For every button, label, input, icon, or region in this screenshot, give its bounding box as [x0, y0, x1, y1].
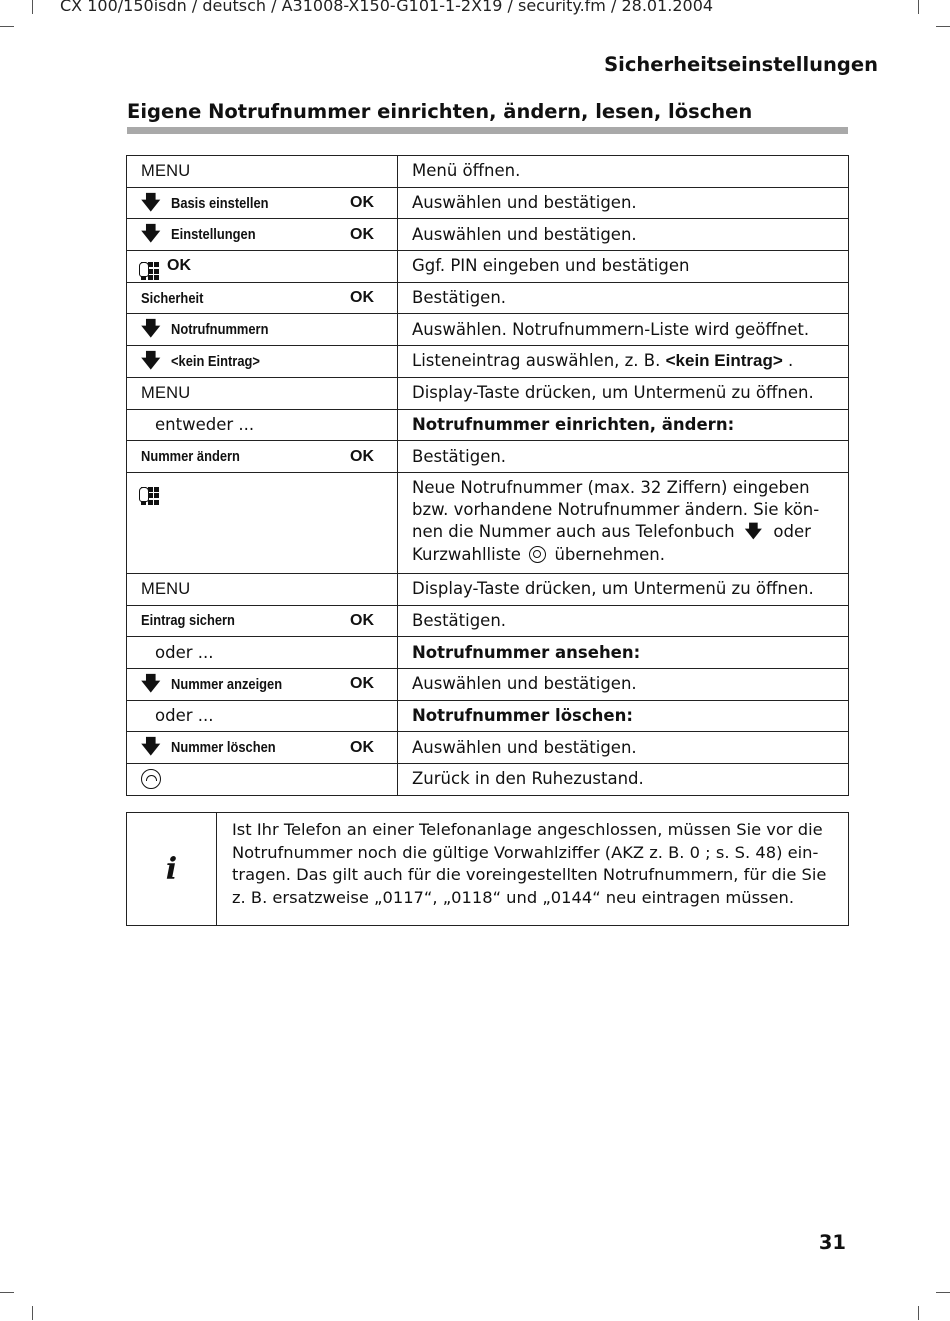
heading-rule	[127, 127, 848, 134]
ok-key-label: OK	[350, 611, 374, 629]
menu-item-label: Einstellungen	[171, 226, 256, 244]
flow-label: oder ...	[155, 643, 214, 663]
menu-item-label: Nummer ändern	[141, 448, 240, 466]
description-text: Listeneintrag auswählen, z. B.	[412, 351, 661, 371]
step-description: Bestätigen.	[398, 441, 849, 473]
step-description: Display-Taste drücken, um Untermenü zu öffnen.	[398, 377, 849, 409]
step-row	[127, 156, 849, 188]
flow-label: entweder ...	[155, 415, 255, 435]
crop-mark	[918, 0, 919, 14]
crop-mark	[918, 1306, 919, 1320]
step-subheading: Notrufnummer ansehen:	[412, 642, 641, 662]
step-description: Display-Taste drücken, um Untermenü zu öffnen.	[398, 573, 849, 605]
step-row	[127, 251, 849, 283]
down-arrow-icon: 🡇	[141, 192, 161, 214]
step-row	[127, 637, 849, 669]
section-title: Sicherheitseinstellungen	[604, 53, 878, 76]
step-description: Auswählen und bestätigen.	[398, 668, 849, 700]
ok-key-label: OK	[167, 257, 191, 275]
info-box	[126, 812, 849, 926]
running-header: CX 100/150isdn / deutsch / A31008-X150-G101-1-2X19 / security.fm / 28.01.2004	[60, 0, 714, 15]
down-arrow-icon: 🡇	[141, 350, 161, 372]
menu-item-label: Nummer löschen	[171, 739, 276, 757]
ok-key-label: OK	[350, 738, 374, 756]
ok-key-label: OK	[350, 289, 374, 307]
step-row	[127, 472, 849, 573]
step-description	[398, 346, 849, 378]
step-row	[127, 409, 849, 441]
step-row	[127, 346, 849, 378]
crop-mark	[0, 26, 14, 27]
menu-item-label: Sicherheit	[141, 289, 204, 307]
crop-mark	[936, 1292, 950, 1293]
step-row	[127, 605, 849, 637]
display-keyword: <kein Eintrag>	[665, 351, 783, 371]
down-arrow-icon: 🡇	[141, 673, 161, 695]
info-icon: i	[165, 851, 178, 887]
step-description: Bestätigen.	[398, 605, 849, 637]
step-row	[127, 732, 849, 764]
step-row	[127, 441, 849, 473]
step-description: Zurück in den Ruhezustand.	[398, 764, 849, 796]
ok-key-label: OK	[350, 194, 374, 212]
step-row	[127, 668, 849, 700]
down-arrow-icon: 🡇	[141, 319, 161, 341]
crop-mark	[32, 1306, 33, 1320]
page-heading: Eigene Notrufnummer einrichten, ändern, lesen, löschen	[127, 100, 753, 123]
menu-item-label: Basis einstellen	[171, 194, 269, 212]
flow-label: oder ...	[155, 706, 214, 726]
menu-item-label: Notrufnummern	[171, 321, 269, 339]
step-row	[127, 219, 849, 251]
step-description: Auswählen und bestätigen.	[398, 732, 849, 764]
step-row	[127, 700, 849, 732]
end-call-key-icon	[141, 769, 161, 789]
down-arrow-icon: 🡇	[141, 737, 161, 759]
step-description: Bestätigen.	[398, 282, 849, 314]
step-row	[127, 764, 849, 796]
keypad-icon	[141, 478, 167, 504]
step-row	[127, 282, 849, 314]
step-subheading: Notrufnummer löschen:	[412, 705, 633, 725]
menu-item-label: Eintrag sichern	[141, 612, 235, 630]
step-row	[127, 573, 849, 605]
step-description: Auswählen. Notrufnummern-Liste wird geöffnet.	[398, 314, 849, 346]
crop-mark	[32, 0, 33, 14]
description-text: oder Kurzwahlliste	[412, 521, 811, 564]
step-description: Auswählen und bestätigen.	[398, 187, 849, 219]
crop-mark	[0, 1292, 14, 1293]
down-arrow-icon: 🡇	[744, 521, 763, 542]
ok-key-label: OK	[350, 675, 374, 693]
step-row	[127, 314, 849, 346]
speed-dial-key-icon	[529, 546, 546, 563]
step-row	[127, 377, 849, 409]
down-arrow-icon: 🡇	[141, 224, 161, 246]
ok-key-label: OK	[350, 225, 374, 243]
info-text: Ist Ihr Telefon an einer Telefonanlage angeschlossen, müssen Sie vor die Notrufnummer noch die gültige Vorwahlziffer (AKZ z. B. 0 ; s. S. 48) ein-tragen. Das gilt auch für die voreingestellten Notrufnummern, für die Sie z. B. ersatzweise „0117“, „0118“ und „0144“ neu eintragen müssen.	[217, 813, 849, 926]
step-description: Ggf. PIN eingeben und bestätigen	[398, 251, 849, 283]
step-row	[127, 187, 849, 219]
menu-item-label: Nummer anzeigen	[171, 675, 283, 693]
description-text: Neue Notrufnummer (max. 32 Ziffern) eingeben bzw. vorhandene Notrufnummer ändern. Sie kön-nen die Nummer auch aus Telefonbuch	[412, 477, 820, 541]
menu-key-label: MENU	[141, 383, 191, 402]
step-subheading: Notrufnummer einrichten, ändern:	[412, 414, 735, 434]
menu-item-label: <kein Eintrag>	[171, 352, 260, 370]
steps-table	[126, 155, 849, 796]
crop-mark	[936, 26, 950, 27]
step-description	[398, 472, 849, 573]
page-number: 31	[818, 1231, 846, 1254]
keypad-icon	[141, 253, 167, 279]
menu-key-label: MENU	[141, 161, 191, 180]
step-description: Menü öffnen.	[398, 156, 849, 188]
step-description: Auswählen und bestätigen.	[398, 219, 849, 251]
description-text: .	[788, 351, 794, 371]
menu-key-label: MENU	[141, 579, 191, 598]
ok-key-label: OK	[350, 447, 374, 465]
description-text: übernehmen.	[554, 544, 666, 564]
